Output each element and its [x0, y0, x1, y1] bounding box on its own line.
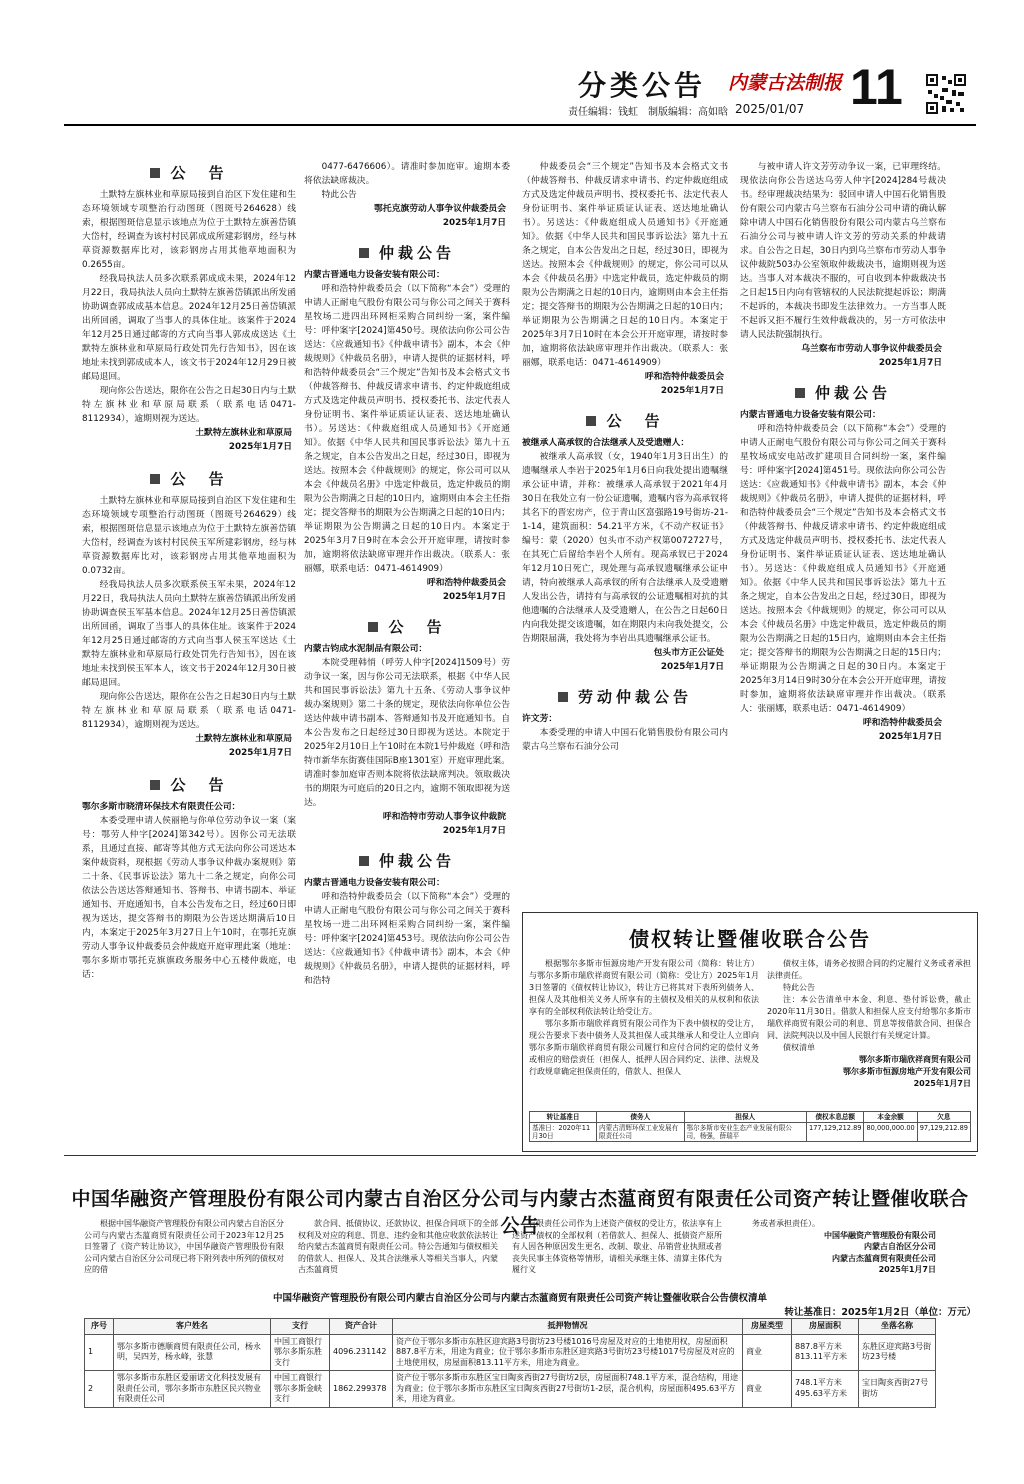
- column-header: 资产合计: [330, 1319, 393, 1335]
- notice-date: 2025年1月7日: [878, 358, 942, 368]
- notice-paragraph: 鄂尔多斯市瑞欣祥商贸有限公司作为下表中债权的受让方，现公告要求下表中债务人及其担保人或其继承人和受让人立即向鄂尔多斯市瑞欣祥商贸有限公司履行和应付合同约定的偿付义务或相应的赔偿责任（担保人、抵押人因合同约定、法律、法规及行政规章确定担保责任的，借款人、担保人: [529, 1019, 759, 1076]
- notice-paragraph: 土默特左旗林业和草原局接到自治区下发住建和生态环境领域专项整治行动图斑（图斑号264628）线索，根据图斑信息显示该地点为位于土默特左旗善岱镇大岱村，经调查为该村村民郭成成所建彩钢房，经与林草资源数据库比对，该彩钢房占用其他草地面积为0.2655亩。: [82, 190, 296, 270]
- notice-paragraph: 特此公告: [783, 983, 815, 992]
- notice-signature: 包头市方正公证处: [653, 648, 724, 658]
- heading-marker-icon: [558, 692, 568, 702]
- debt-table: [529, 1111, 971, 1142]
- table-cell: 1: [85, 1334, 114, 1371]
- debt-notice-title: 债权转让暨催收联合公告: [629, 927, 871, 951]
- notice-heading: 公 告: [82, 164, 296, 182]
- notice-paragraph: 0477-6476606）。请准时参加庭审。逾期本委将依法缺席裁决。: [304, 162, 510, 186]
- notice-signature: 中国华融资产管理股份有限公司: [824, 1230, 936, 1240]
- debt-transfer-notice: [522, 912, 978, 1152]
- notice-date: 2025年1月7日: [878, 732, 942, 742]
- heading-marker-icon: [359, 248, 369, 258]
- notice-paragraph: 呼和浩特仲裁委员会（以下简称“本会”）受理的申请人正耐电气股份有限公司与你公司之间关于赛科星牧场二进四出环网柜采购合同纠纷一案，案件编号：呼仲案字[2024]第450号。现依法向你公司公告送达：《应裁通知书》《仲裁申请书》副本，本会《仲裁规则》《仲裁员名册》，申请人提供的证据材料，呼和浩特仲裁委员会“三个规定”告知书及本会格式文书（仲裁答辩书、仲裁反请求申请书、约定仲裁庭组成方式及选定仲裁员声明书、授权委托书、法定代表人身份证明书、案件举证质证认证表、送达地址确认书）。另送达：《仲裁庭组成人员通知书》《开庭通知》。依据《中华人民共和国民事诉讼法》第九十五条之规定，自本公告发出之日起，经过30日，即视为送达。按照本会《仲裁规则》的规定，你公司可以从本会《仲裁员名册》中选定仲裁员，选定仲裁员的期限为公告期满之日起的10日内，逾期则由本会主任指定；提交答辩书的期限为公告期满之日起的10日内；举证期限为公告期满之日起的10日内。本案定于2025年3月7日9时在本会公开开庭审理，请按时参加，逾期将依法缺席审理并作出裁决。（联系人：张丽娜，联系电话：0471-4614909）: [304, 284, 510, 574]
- asset-notice-col-1: [84, 1218, 284, 1276]
- notice-heading: 公 告: [82, 776, 296, 794]
- column-header: 房屋面积: [792, 1319, 859, 1335]
- notice-paragraph: 款合同、抵债协议、还款协议、担保合同项下的全部权利及对应的利息、罚息、违约金和其他应收款依法转让给内蒙古杰蕰商贸有限责任公司。特公告通知与债权相关的借款人、担保人、及其合法继承人等相关当事人，内蒙古杰蕰商贸: [298, 1219, 498, 1274]
- notice-heading: 公 告: [82, 470, 296, 488]
- notice-signature: 呼和浩特仲裁委员会: [644, 372, 724, 382]
- table-cell: 基准日：2020年11月30日: [530, 1123, 597, 1142]
- notice-signature: 呼和浩特仲裁委员会: [426, 578, 506, 588]
- notice-signature: 内蒙古自治区分公司: [864, 1242, 936, 1251]
- table-cell: 1862.299378: [330, 1371, 393, 1408]
- table-cell: 中国工商银行鄂尔多斯金峡支行: [271, 1371, 330, 1408]
- notice-signature: 鄂托克旗劳动人事争议仲裁委员会: [374, 204, 506, 214]
- notice-paragraph: 呼和浩特仲裁委员会（以下简称“本会”）受理的申请人正耐电气股份有限公司与你公司之间关于赛科星牧场一进二出环网柜采购合同纠纷一案，案件编号：呼仲案字[2024]第453号。现依法向你公司公告送达：《应裁通知书》《仲裁申请书》副本，本会《仲裁规则》《仲裁员名册》，申请人提供的证据材料，呼和浩特: [304, 892, 510, 986]
- column-header: 本金余额: [864, 1112, 917, 1123]
- notice-signature: 呼和浩特市劳动人事争议仲裁院: [382, 812, 506, 822]
- notice-paragraph: 土默特左旗林业和草原局接到自治区下发住建和生态环境领域专项整治行动图斑（图斑号264629）线索，根据图斑信息显示该地点为位于土默特左旗善岱镇大岱村，经调查为该村村民侯玉军所建彩钢房，经与林草资源数据库比对，该彩钢房占用其他草地面积为0.0732亩。: [82, 496, 296, 576]
- notice-date: 2025年1月7日: [442, 826, 506, 836]
- table-cell: 内蒙古清辉环保工业发展有限责任公司: [597, 1123, 684, 1142]
- notice-paragraph: 本院受理韩悄（呼劳人仲字[2024]1509号）劳动争议一案，因与你公司无法联系，根据《中华人民共和国民事诉讼法》第九十五条、《劳动人事争议仲裁办案规则》第二十条的规定，现依法向你单位公告送达仲裁申请书副本、答辩通知书及开庭通知书。自本公告发布之日起经过30日即视为送达。本院定于2025年2月10日上午10时在本院1号仲裁庭（呼和浩特市新华东街赛佳国际B座1301室）开庭审理此案。请准时参加庭审否则本院将依法缺席判决。领取裁决书的期限为可庭后的20日之内，逾期不领取即视为送达。: [304, 658, 510, 808]
- heading-marker-icon: [150, 474, 160, 484]
- paper-logo: 内蒙古法制报: [728, 72, 843, 94]
- notice-signature: 土默特左旗林业和草原局: [195, 428, 292, 438]
- notice-paragraph: 债权主体，请务必按照合同的约定履行义务或者承担法律责任。: [767, 959, 971, 980]
- column-header: 支行: [271, 1319, 330, 1335]
- notice-paragraph: 务或者承担责任）。: [752, 1219, 820, 1228]
- editors-line: 责任编辑：钱虹 制版编辑：高如晗: [568, 107, 728, 118]
- table-row: [530, 1123, 971, 1142]
- notice-signature: 鄂尔多斯市恒源房地产开发有限公司: [843, 1067, 971, 1076]
- asset-notice-title: 中国华融资产管理股份有限公司内蒙古自治区分公司与内蒙古杰蕰商贸有限责任公司资产转让暨催收联合公告: [71, 1188, 969, 1237]
- column-header: 抵押物情况: [393, 1319, 743, 1335]
- section-name: 分类公告: [578, 69, 707, 102]
- issue-date: 2025/01/07: [735, 102, 805, 116]
- notice-heading: 仲裁公告: [304, 244, 510, 262]
- notice-paragraph: 有限责任公司作为上述资产债权的受让方，依法享有上述资产债权的全部权利（若借款人、担保人、抵债资产原所有人因各种原因发生更名、改制、歇业、吊销营业执照或者丧失民事主体资格等情形，请相关承继主体、清算主体代为履行义: [512, 1219, 722, 1274]
- table-header-row: [85, 1319, 936, 1335]
- table-row: [85, 1334, 936, 1371]
- table-cell: 887.8平方米 813.11平方米: [792, 1334, 859, 1371]
- notice-signature: 土默特左旗林业和草原局: [195, 734, 292, 744]
- notice-paragraph: 呼和浩特仲裁委员会（以下简称“本会”）受理的申请人正耐电气股份有限公司与你公司之间关于赛科星牧场成安电站改扩建项目合同纠纷一案，案件编号：呼仲案字[2024]第451号。现依法向你公司公告送达：《应裁通知书》《仲裁申请书》副本，本会《仲裁规则》《仲裁员名册》，申请人提供的证据材料，呼和浩特仲裁委员会“三个规定”告知书及本会格式文书（仲裁答辩书、仲裁反请求申请书、约定仲裁庭组成方式及选定仲裁员声明书、授权委托书、法定代表人身份证明书、案件举证质证认证表、送达地址确认书）。另送达：《仲裁庭组成人员通知书》《开庭通知》。依据《中华人民共和国民事诉讼法》第九十五条之规定，自本公告发出之日起，经过30日，即视为送达。按照本会《仲裁规则》的规定，你公司可以从本会《仲裁员名册》中选定仲裁员，选定仲裁员的期限为公告期满之日起的15日内，逾期则由本会主任指定；提交答辩书的期限为公告期满之日起的15日内；举证期限为公告期满之日起的30日内。本案定于2025年3月14日9时30分在本会公开开庭审理，请按时参加，逾期将依法缺席审理并作出裁决。（联系人：张丽娜，联系电话：0471-4614909）: [740, 424, 946, 714]
- asset-notice-col-3: [512, 1218, 722, 1276]
- column-4: [740, 160, 946, 908]
- column-header: 担保人: [684, 1112, 807, 1123]
- notice-signature: 乌兰察布市劳动人事争议仲裁委员会: [801, 344, 942, 354]
- notice-heading: 公 告: [304, 618, 510, 636]
- notice-addressee: 被继承人高承钗的合法继承人及受遗赠人：: [522, 438, 690, 448]
- table-header-row: [530, 1112, 971, 1123]
- notice-paragraph: 经我局执法人员多次联系侯玉军未果，2024年12月22日，我局执法人员向土默特左旗善岱镇派出所发函协助调查侯玉军基本信息。2024年12月25日善岱镇派出所回函，调取了当事人的具体住址。该案件于2024年12月25日通过邮寄的方式向当事人侯玉军送达《土默特左旗林业和草原局行政处罚先行告知书》，因在该地址未找到侯玉军本人，该文书于2024年12月30日被邮局退回。: [82, 580, 296, 688]
- column-header: 序号: [85, 1319, 114, 1335]
- notice-date: 2025年1月7日: [660, 662, 724, 672]
- page-number: 11: [850, 59, 903, 115]
- notice-paragraph: 现向你公告送达，限你在公告之日起30日内与土默特左旗林业和草原局联系（联系电话0471-8112934），逾期则视为送达。: [82, 386, 296, 424]
- section-divider: [64, 1155, 976, 1156]
- column-header: 坐落名称: [859, 1319, 936, 1335]
- masthead-rule: [64, 124, 976, 126]
- notice-heading: 公 告: [522, 412, 728, 430]
- notice-heading: 劳动仲裁公告: [522, 688, 728, 706]
- notice-date: 2025年1月7日: [228, 748, 292, 758]
- notice-addressee: 内蒙古晋通电力设备安装有限公司：: [740, 410, 881, 420]
- notice-paragraph: 本委受理的申请人中国石化销售股份有限公司内蒙古乌兰察布石油分公司: [522, 728, 728, 752]
- notice-date: 2025年1月7日: [878, 1265, 936, 1274]
- table-cell: 东胜区迎宾路3号街坊23号楼: [859, 1334, 936, 1371]
- debt-notice-right: [767, 958, 971, 1090]
- column-header: 欠息: [917, 1112, 970, 1123]
- table-cell: 资产位于鄂尔多斯市东胜区迎宾路3号街坊23号楼1016号房屋及对应的土地使用权，房屋面积887.8平方米，用途为商业；位于鄂尔多斯市东胜区迎宾路3号街坊23号楼1017号房屋及对应的土地使用权，房屋面积813.11平方米，用途为商业。: [393, 1334, 743, 1371]
- notice-date: 2025年1月7日: [228, 442, 292, 452]
- notice-addressee: 内蒙古晋通电力设备安装有限公司：: [304, 270, 445, 280]
- notice-signature: 呼和浩特仲裁委员会: [862, 718, 942, 728]
- asset-list-meta: 转让基准日：2025年1月2日（单位：万元）: [784, 1307, 976, 1318]
- column-header: 房屋类型: [743, 1319, 792, 1335]
- column-header: 债权本息总额: [807, 1112, 864, 1123]
- notice-signature: 鄂尔多斯市瑞欣祥商贸有限公司: [859, 1055, 971, 1064]
- notice-addressee: 内蒙古晋通电力设备安装有限公司：: [304, 878, 445, 888]
- table-row: [85, 1371, 936, 1408]
- qr-code-icon: [926, 74, 966, 114]
- column-header: 债务人: [597, 1112, 684, 1123]
- heading-marker-icon: [795, 388, 805, 398]
- column-2: [304, 160, 510, 1150]
- notice-addressee: 内蒙古钧成水泥制品有限公司：: [304, 644, 428, 654]
- table-cell: 97,129,212.89: [917, 1123, 970, 1142]
- notice-paragraph: 经我局执法人员多次联系郭成成未果，2024年12月22日，我局执法人员向土默特左旗善岱镇派出所发函协助调查郭成成基本信息。2024年12月25日善岱镇派出所回函，调取了当事人的具体住址。该案件于2024年12月25日通过邮寄的方式向当事人郭成成送达《土默特左旗林业和草原局行政处罚先行告知书》，因在该地址未找到郭成成本人，该文书于2024年12月29日被邮局退回。: [82, 274, 296, 382]
- notice-date: 2025年1月7日: [913, 1079, 971, 1088]
- table-cell: 商业: [743, 1334, 792, 1371]
- notice-date: 2025年1月7日: [442, 592, 506, 602]
- notice-paragraph: 现向你公告送达，限你在公告之日起30日内与土默特左旗林业和草原局联系（联系电话0471-8112934），逾期则视为送达。: [82, 692, 296, 730]
- heading-marker-icon: [368, 622, 378, 632]
- column-header: 客户姓名: [114, 1319, 271, 1335]
- heading-marker-icon: [359, 856, 369, 866]
- heading-marker-icon: [150, 168, 160, 178]
- masthead: [0, 0, 1024, 124]
- table-cell: 中国工商银行鄂尔多斯东胜支行: [271, 1334, 330, 1371]
- column-1: [82, 160, 296, 1150]
- notice-addressee: 许文芳：: [522, 714, 558, 724]
- table-cell: 4096.231142: [330, 1334, 393, 1371]
- heading-marker-icon: [586, 416, 596, 426]
- notice-paragraph: 被继承人高承钗（女，1940年1月3日出生）的遗嘱继承人李岩于2025年1月6日向我处提出遗嘱继承公证申请，并称：被继承人高承钗于2021年4月30日在我处立有一份公证遗嘱，遗嘱内容为高承钗将其名下的晋宏房产，位于青山区富强路19号街坊-21-1-14，建筑面积：54.21平方米，《不动产权证书》编号：蒙（2020）包头市不动产权第0072727号，在其死亡后留给李岩个人所有。现高承钗已于2024年12月10日死亡，现处理与高承钗遗嘱继承公证申请，特向被继承人高承钗的所有合法继承人及受遗赠人发出公告，请持有与高承钗的公证遗嘱相对抗的其他遗嘱的合法继承人及受遗赠人，在公告之日起60日内向我处提交该遗嘱，如在期限内未向我处提交，公告期限届满，我处将为李岩出具遗嘱继承公证书。: [522, 452, 728, 644]
- table-cell: 资产位于鄂尔多斯市东胜区宝日陶亥西街27号街坊2层，房屋面积748.1平方米，混合结构，用途为商业；位于鄂尔多斯市东胜区宝日陶亥西街27号街坊1-2层，混合机构，房屋面积495.63平方米，用途为商业。: [393, 1371, 743, 1408]
- table-cell: 商业: [743, 1371, 792, 1408]
- notice-paragraph: 债权清单: [783, 1043, 815, 1052]
- column-header: 转让基准日: [530, 1112, 597, 1123]
- table-cell: 748.1平方米 495.63平方米: [792, 1371, 859, 1408]
- notice-paragraph: 特此公告: [321, 190, 357, 200]
- notice-paragraph: 本委受理申请人侯丽艳与你单位劳动争议一案（案号：鄂劳人仲字[2024]第342号）。因你公司无法联系，且通过直接、邮寄等其他方式无法向你公司送达本案仲裁资料，现根据《劳动人事争议仲裁办案规则》第二十条、《民事诉讼法》第九十二条之规定，向你公司依法公告送达答辩通知书、答辩书、申请书副本、举证通知书、开庭通知书，自本公告发布之日，经过60日即视为送达，提交答辩书的期限为公告送达期满后10日内，本案定于2025年3月27日上午10时，在鄂托克旗劳动人事争议仲裁委员会仲裁庭开庭审理此案（地址：鄂尔多斯市鄂托克旗旗政务服务中心五楼仲裁庭，电话：: [82, 816, 296, 980]
- notice-addressee: 鄂尔多斯市晓清环保技术有限责任公司：: [82, 802, 241, 812]
- asset-notice-col-4: [736, 1218, 936, 1276]
- table-cell: 鄂尔多斯市东胜区爱丽诺文化科技发展有限责任公司，鄂尔多斯市东胜区民兴物业有限责任公司: [114, 1371, 271, 1408]
- table-cell: 鄂尔多斯市德顺商贸有限责任公司，杨永明，吴四芳，杨永峰，张慧: [114, 1334, 271, 1371]
- notice-date: 2025年1月7日: [660, 386, 724, 396]
- notice-paragraph: 根据鄂尔多斯市恒源房地产开发有限公司（简称：转让方）与鄂尔多斯市瑞欣祥商贸有限公司（简称：受让方）2025年1月3日签署的《债权转让协议》，转让方已将其对下表所列债务人、担保人及其他相关义务人所享有的主债权及相关的从权利和依法享有的全部权利依法转让给受让方。: [529, 959, 759, 1016]
- notice-paragraph: 根据中国华融资产管理股份有限公司内蒙古自治区分公司与内蒙古杰蕰商贸有限责任公司于2023年12月25日签署了《资产转让协议》，中国华融资产管理股份有限公司内蒙古自治区分公司现已将下附列表中所列的债权对应的借: [84, 1219, 284, 1274]
- table-cell: 80,000,000.00: [864, 1123, 917, 1142]
- table-cell: 宝日陶亥西街27号街坊: [859, 1371, 936, 1408]
- heading-marker-icon: [150, 780, 160, 790]
- table-cell: 177,129,212.89: [807, 1123, 864, 1142]
- notice-paragraph: 注：本公告清单中本金、利息、垫付诉讼费，截止2020年11月30日。借款人和担保人应支付给鄂尔多斯市瑞欣祥商贸有限公司的利息、罚息等按借款合同、担保合同、法院判决以及中国人民银行有关规定计算。: [767, 995, 971, 1040]
- column-3: [522, 160, 728, 908]
- notice-heading: 仲裁公告: [740, 384, 946, 402]
- notice-paragraph: 与被申请人许文芳劳动争议一案，已审理终结。现依法向你公告送达乌劳人仲字[2024]284号裁决书。经审理裁决结果为：驳回申请人中国石化销售股份有限公司内蒙古乌兰察布石油分公司申请的确认解除申请人中国石化销售股份有限公司内蒙古乌兰察布石油分公司与被申请人许文芳的劳动关系的仲裁请求。自公告之日起，30日内到乌兰察布市劳动人事争议仲裁院503办公室领取仲裁裁决书，逾期则视为送达。当事人对本裁决不服的，可自收到本仲裁裁决书之日起15日内向有管辖权的人民法院提起诉讼；期满不起诉的，本裁决书即发生法律效力。一方当事人既不起诉又拒不履行生效仲裁裁决的，另一方可依法申请人民法院强制执行。: [740, 162, 946, 340]
- notice-paragraph: 仲裁委员会“三个规定”告知书及本会格式文书（仲裁答辩书、仲裁反请求申请书、约定仲裁庭组成方式及选定仲裁员声明书、授权委托书、法定代表人身份证明书、案件举证质证认证表、送达地址确认书）。另送达：《仲裁庭组成人员通知书》《开庭通知》。依据《中华人民共和国民事诉讼法》第九十五条之规定，自本公告发出之日起，经过30日，即视为送达。按照本会《仲裁规则》的规定，你公司可以从本会《仲裁员名册》中选定仲裁员，选定仲裁员的期限为公告期满之日起的10日内，逾期则由本会主任指定；提交答辩书的期限为公告期满之日起的10日内；举证期限为公告期满之日起的10日内。本案定于2025年3月7日10时在本会公开开庭审理，请按时参加，逾期将依法缺席审理并作出裁决。（联系人：张丽娜，联系电话：0471-4614909）: [522, 162, 728, 368]
- notice-signature: 内蒙古杰蕰商贸有限责任公司: [832, 1253, 936, 1263]
- notice-date: 2025年1月7日: [442, 218, 506, 228]
- table-cell: 鄂尔多斯市安业生态产业发展有限公司，杨强，薛瑞平: [684, 1123, 807, 1142]
- asset-table: [84, 1318, 936, 1408]
- notice-heading: 仲裁公告: [304, 852, 510, 870]
- table-cell: 2: [85, 1371, 114, 1408]
- asset-notice-col-2: [298, 1218, 498, 1276]
- asset-list-title: 中国华融资产管理股份有限公司内蒙古自治区分公司与内蒙古杰蕰商贸有限责任公司资产转让暨催收联合公告债权清单: [272, 1293, 767, 1304]
- debt-notice-left: [529, 958, 759, 1078]
